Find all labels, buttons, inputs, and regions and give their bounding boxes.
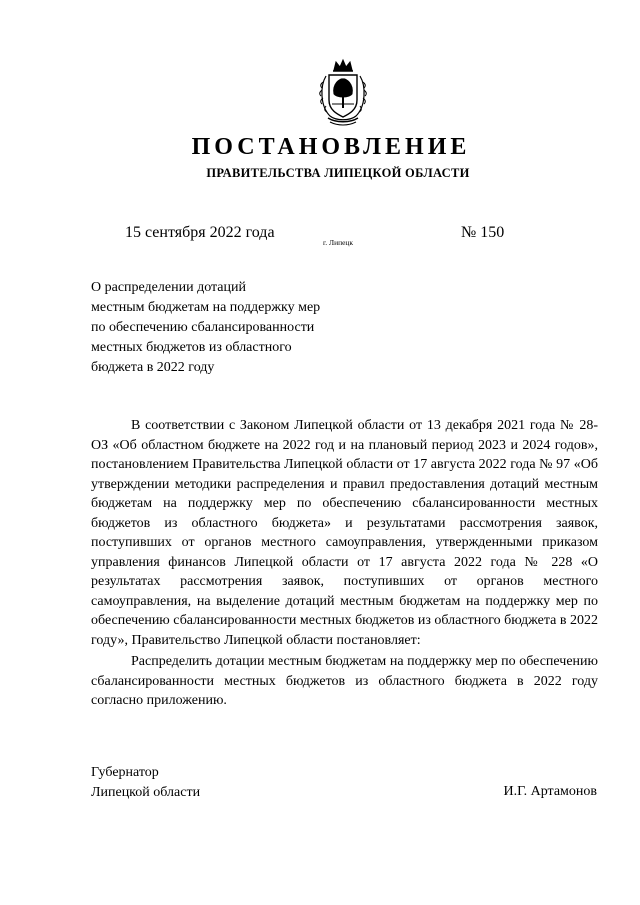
subject-line: местных бюджетов из областного <box>91 340 292 355</box>
body-paragraph: В соответствии с Законом Липецкой области от 13 декабря 2021 года № 28-ОЗ «Об областном бюджете на 2022 год и на плановый период 2023 и 2024 годов», постановлением Правительства Липецкой области от 17 августа 2022 года № 97 «Об утверждении методики распределения и правил предоставления дотаций местным бюджетам на поддержку мер по обеспечению сбалансированности местных бюджетов из областного бюджета» и результатами рассмотрения заявок, поступивших от органов местного самоуправления, утвержденными приказом управления финансов Липецкой области от 17 августа 2022 года № 228 «О результатах рассмотрения заявок, поступивших от органов местного самоуправления, на выделение дотаций местным бюджетам на поддержку мер по обеспечению сбалансированности местных бюджетов из областного бюджета в 2022 году», Правительство Липецкой области постановляет: <box>91 418 598 648</box>
signatory-position <box>91 763 200 802</box>
subject-line: О распределении дотаций <box>91 280 246 295</box>
body-paragraph: Распределить дотации местным бюджетам на поддержку мер по обеспечению сбалансированности местных бюджетов из областного бюджета в 2022 году согласно приложению. <box>91 654 598 708</box>
document-subtitle: ПРАВИТЕЛЬСТВА ЛИПЕЦКОЙ ОБЛАСТИ <box>206 166 470 180</box>
signatory-name: И.Г. Артамонов <box>503 784 597 799</box>
document-body <box>91 416 598 711</box>
coat-of-arms-icon <box>314 56 372 126</box>
document-subject <box>91 278 391 378</box>
document-city: г. Липецк <box>323 238 354 247</box>
signatory-position-line: Губернатор <box>91 765 159 780</box>
document-number: № 150 <box>461 224 505 241</box>
document-date: 15 сентября 2022 года <box>125 224 275 241</box>
subject-line: по обеспечению сбалансированности <box>91 320 315 335</box>
signatory-position-line: Липецкой области <box>91 784 201 800</box>
document-title: ПОСТАНОВЛЕНИЕ <box>191 134 471 160</box>
subject-line: местным бюджетам на поддержку мер <box>91 300 321 315</box>
subject-line: бюджета в 2022 году <box>91 360 215 375</box>
